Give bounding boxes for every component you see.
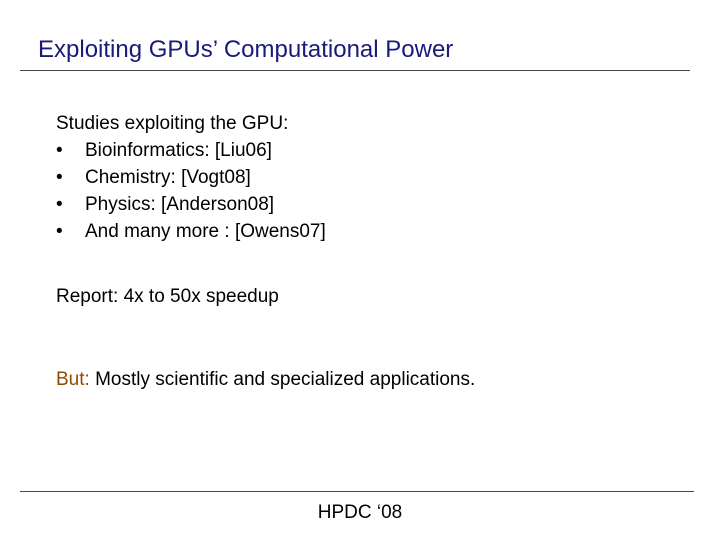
footer-divider xyxy=(20,491,694,492)
caveat-label: But: xyxy=(56,369,90,390)
bullet-icon: • xyxy=(56,167,63,188)
slide-title: Exploiting GPUs’ Computational Power xyxy=(38,36,454,63)
list-item-label: Bioinformatics: [Liu06] xyxy=(85,140,272,161)
caveat-text: Mostly scientific and specialized applications. xyxy=(89,369,476,390)
bullet-icon: • xyxy=(56,194,63,215)
footer-text: HPDC ‘08 xyxy=(317,502,403,523)
list-item xyxy=(56,164,326,191)
intro-text: Studies exploiting the GPU: xyxy=(56,113,289,134)
studies-list xyxy=(56,137,326,245)
caveat-line xyxy=(56,366,475,393)
list-item xyxy=(56,137,326,164)
list-item-label: Chemistry: [Vogt08] xyxy=(85,167,251,188)
list-item-label: Physics: [Anderson08] xyxy=(85,194,275,215)
bullet-icon: • xyxy=(56,221,63,242)
report-text: Report: 4x to 50x speedup xyxy=(56,286,279,307)
bullet-icon: • xyxy=(56,140,63,161)
title-divider xyxy=(20,70,690,71)
list-item xyxy=(56,218,326,245)
list-item xyxy=(56,191,326,218)
list-item-label: And many more : [Owens07] xyxy=(85,221,326,242)
